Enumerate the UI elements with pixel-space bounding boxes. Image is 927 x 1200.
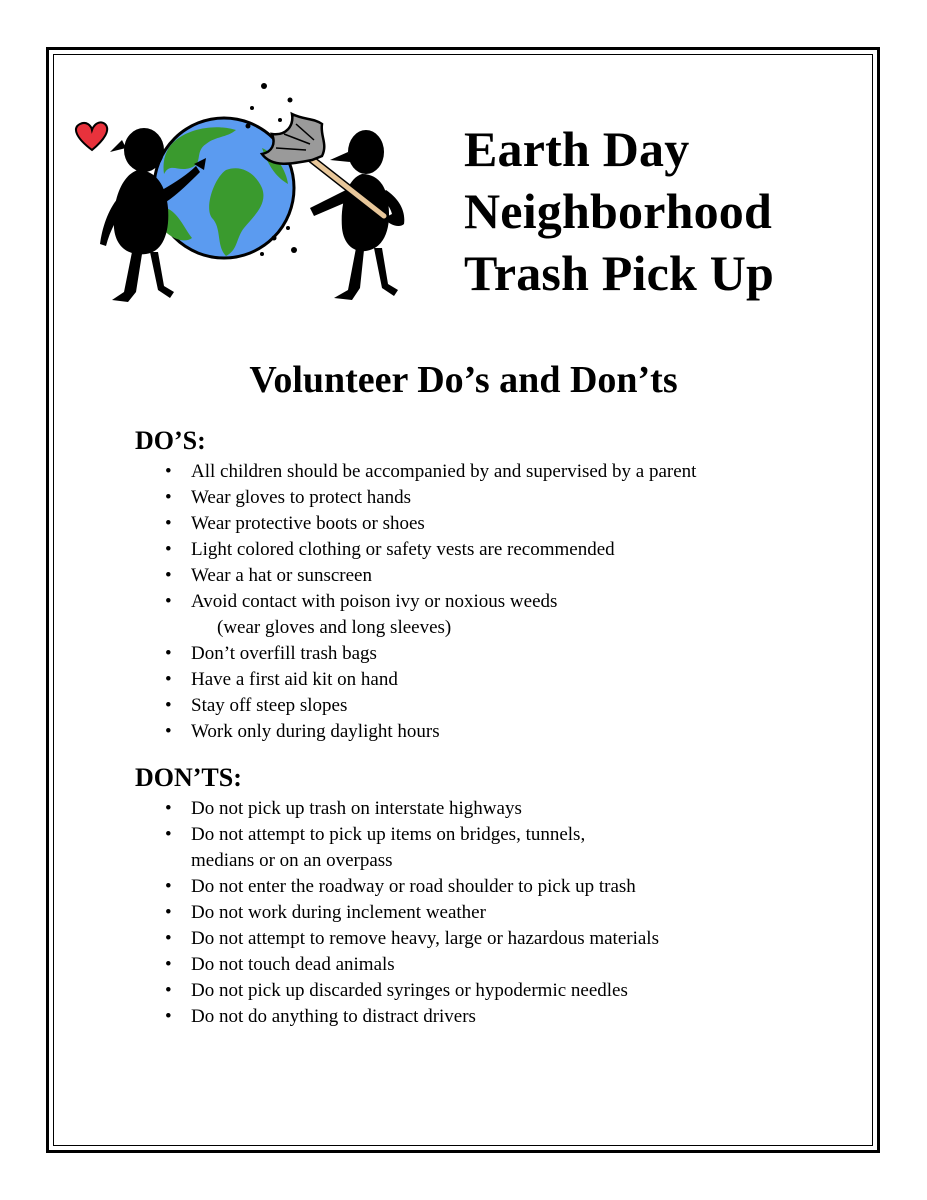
bullet: • xyxy=(165,954,172,975)
list-item xyxy=(163,874,659,900)
list-item xyxy=(163,822,659,874)
list-item xyxy=(163,693,696,719)
bullet: • xyxy=(165,695,172,716)
list-item xyxy=(163,900,659,926)
list-item xyxy=(163,485,696,511)
list-item xyxy=(163,537,696,563)
list-item-text: Do not enter the roadway or road shoulder to pick up trash xyxy=(191,876,636,897)
list-item-text: Avoid contact with poison ivy or noxious weeds xyxy=(191,591,558,612)
list-item-text: Work only during daylight hours xyxy=(191,721,440,742)
bullet: • xyxy=(165,539,172,560)
dos-heading: DO’S: xyxy=(135,426,206,455)
list-item-text: All children should be accompanied by and supervised by a parent xyxy=(191,461,697,482)
list-item xyxy=(163,719,696,745)
bullet: • xyxy=(165,902,172,923)
list-item-text: Do not attempt to pick up items on bridges, tunnels, xyxy=(191,824,586,845)
list-item-continuation: medians or on an overpass xyxy=(191,850,393,871)
list-item xyxy=(163,796,659,822)
list-item xyxy=(163,952,659,978)
earth-cleaning-clipart xyxy=(66,78,426,318)
bullet: • xyxy=(165,513,172,534)
list-item-text: Do not pick up trash on interstate highways xyxy=(191,798,522,819)
title-line: Earth Day xyxy=(464,121,690,177)
list-item-text: Don’t overfill trash bags xyxy=(191,643,377,664)
dos-list xyxy=(163,459,696,745)
list-item-text: Wear gloves to protect hands xyxy=(191,487,412,508)
list-item-text: Do not attempt to remove heavy, large or hazardous materials xyxy=(191,928,659,949)
bullet: • xyxy=(165,928,172,949)
donts-heading: DON’TS: xyxy=(135,763,242,792)
list-item xyxy=(163,667,696,693)
list-item xyxy=(163,978,659,1004)
list-item-text: Do not touch dead animals xyxy=(191,954,395,975)
title-line: Neighborhood xyxy=(464,183,773,239)
list-item-text: Do not pick up discarded syringes or hypodermic needles xyxy=(191,980,628,1001)
list-item xyxy=(163,589,696,641)
donts-list xyxy=(163,796,659,1030)
list-item-text: Do not work during inclement weather xyxy=(191,902,486,923)
list-item-text: Do not do anything to distract drivers xyxy=(191,1006,476,1027)
bullet: • xyxy=(165,1006,172,1027)
page-title xyxy=(464,118,774,304)
list-item xyxy=(163,459,696,485)
list-item-text: Wear protective boots or shoes xyxy=(191,513,425,534)
right-figure xyxy=(310,130,404,300)
list-item xyxy=(163,926,659,952)
title-line: Trash Pick Up xyxy=(464,245,775,301)
bullet: • xyxy=(165,461,172,482)
bullet: • xyxy=(165,824,172,845)
list-item xyxy=(163,563,696,589)
list-item-continuation: (wear gloves and long sleeves) xyxy=(217,617,452,638)
list-item-text: Have a first aid kit on hand xyxy=(191,669,398,690)
bullet: • xyxy=(165,643,172,664)
list-item-text: Light colored clothing or safety vests are recommended xyxy=(191,539,615,560)
bullet: • xyxy=(165,798,172,819)
bullet: • xyxy=(165,487,172,508)
heart-icon xyxy=(76,122,107,150)
list-item xyxy=(163,641,696,667)
bullet: • xyxy=(165,669,172,690)
bullet: • xyxy=(165,565,172,586)
list-item-text: Stay off steep slopes xyxy=(191,695,348,716)
bullet: • xyxy=(165,721,172,742)
list-item xyxy=(163,1004,659,1030)
list-item-text: Wear a hat or sunscreen xyxy=(191,565,372,586)
bullet: • xyxy=(165,980,172,1001)
bullet: • xyxy=(165,876,172,897)
bullet: • xyxy=(165,591,172,612)
section-subtitle: Volunteer Do’s and Don’ts xyxy=(249,359,678,401)
list-item xyxy=(163,511,696,537)
